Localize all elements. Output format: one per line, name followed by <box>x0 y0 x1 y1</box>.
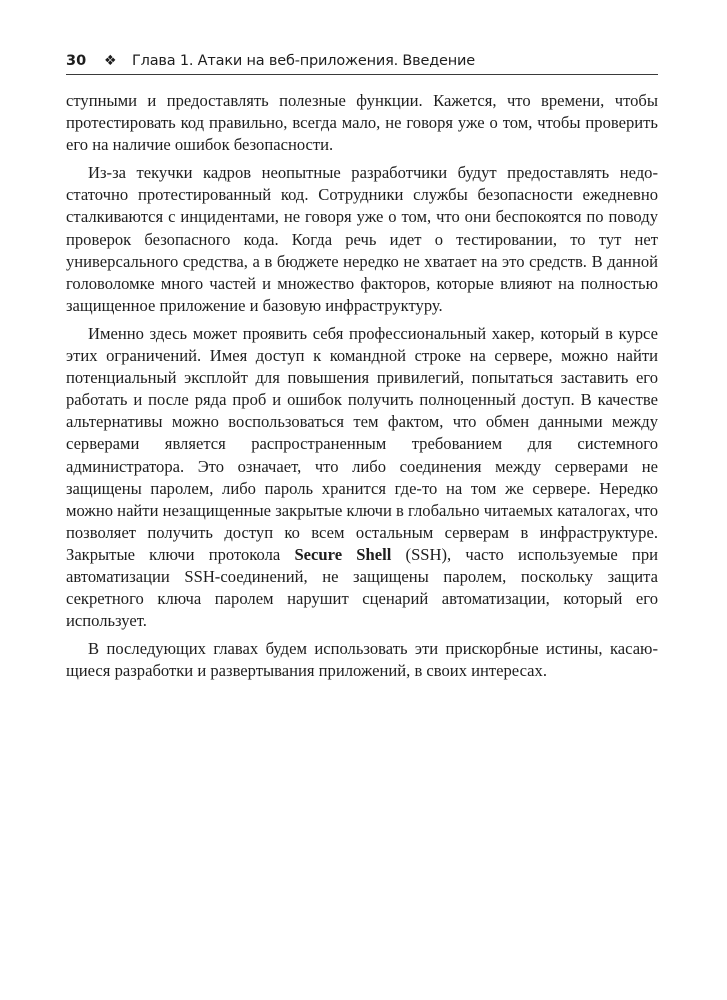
paragraph-conclusion: В последующих главах будем использовать эти прискорбные истины, касающиеся разработки и развертывания приложений, в своих интересах. <box>66 639 658 681</box>
paragraph-continued: ступными и предоставлять полезные функции. Кажется, что времени, чтобы протестировать код правильно, всегда мало, не говоря уже о том, чтобы проверить его на наличие ошибок безопасности. <box>66 91 658 155</box>
ornament-icon: ❖ <box>104 53 117 69</box>
paragraph-hacker-text-end: (SSH), часто используемые при автоматизации SSH-соединений, не защищены паролем, поскольку защита секретного ключа паролем нарушит сценарий автоматизации, который его использует. <box>66 544 658 631</box>
running-header <box>66 50 658 72</box>
running-title: Глава 1. Атаки на веб-приложения. Введение <box>132 53 475 69</box>
page-number: 30 <box>66 53 87 69</box>
term-secure-shell: Secure Shell <box>294 544 392 564</box>
paragraph-hacker-text: Именно здесь может проявить себя профессиональный хакер, который в курсе этих ограничений. Имея доступ к командной строке на сервере, можно найти потенциальный эксплойт для повышения привилегий, попытаться заставить его работать и после ряда проб и ошибок получить полноценный доступ. В качестве альтернативы можно воспользоваться тем фактом, что обмен данными между серверами является распространенным требованием для системного администратора. Это означает, что либо соединения между серверами не защищены паролем, либо пароль хранится где-то на том же сервере. Нередко можно найти незащищенные закрытые ключи в глобально читаемых каталогах, что позволяет получить доступ ко всем остальным серверам в инфраструктуре. Закрытые ключи протокола <box>66 323 658 564</box>
paragraph-turnover: Из-за текучки кадров неопытные разработчики будут предоставлять недостаточно протестированный код. Сотрудники службы безопасности ежедневно сталкиваются с инцидентами, не говоря уже о том, что они беспокоятся по поводу проверок безопасного кода. Когда речь идет о тестировании, то тут нет универсального средства, а в бюджете нередко не хватает на это средств. В данной головоломке много частей и множество факторов, которые влияют на полностью защищенное приложение и базовую инфраструктуру. <box>66 163 658 315</box>
header-rule <box>66 74 658 75</box>
body-text <box>66 90 658 688</box>
paragraph-hacker <box>66 323 658 632</box>
